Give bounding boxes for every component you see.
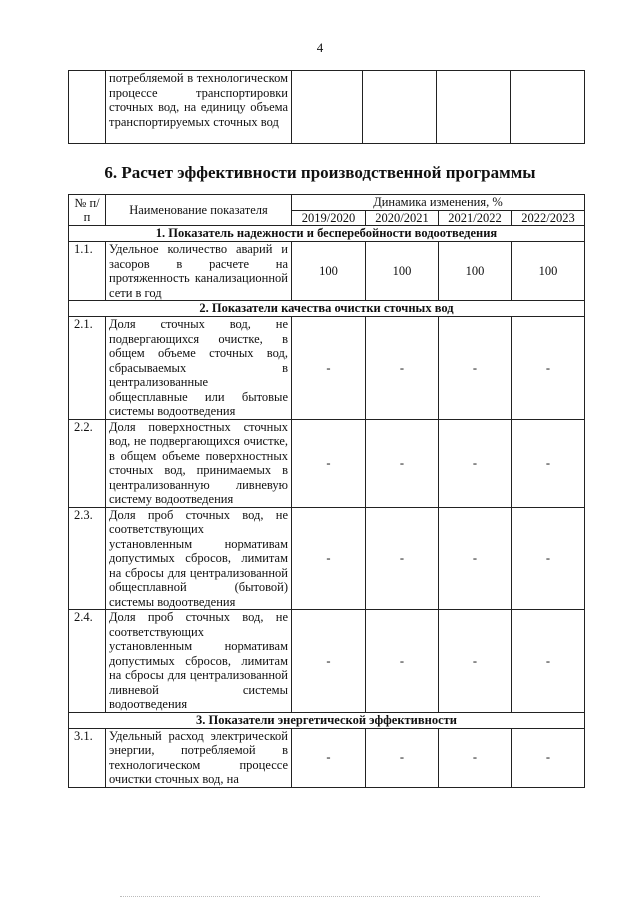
- row-value: -: [439, 507, 512, 610]
- header-num: № п/п: [69, 195, 106, 226]
- table-row: [69, 728, 585, 787]
- continued-row: [69, 71, 585, 144]
- row-num: 2.1.: [69, 317, 106, 420]
- continued-row-description: потребляемой в технологическом процессе транспортировки сточных вод, на единицу объема транспортируемых сточных вод: [106, 71, 292, 144]
- efficiency-table: [68, 194, 585, 788]
- row-name: Доля проб сточных вод, не соответствующих установленным нормативам допустимых сбросов, лимитам на сбросы для централизованной общесплавной (бытовой) системы водоотведения: [106, 507, 292, 610]
- row-name: Удельное количество аварий и засоров в расчете на протяженность канализационной сети в год: [106, 242, 292, 301]
- header-year: 2021/2022: [439, 210, 512, 226]
- group-row: [69, 226, 585, 242]
- row-value: -: [292, 419, 366, 507]
- row-value: -: [439, 610, 512, 713]
- group-title: 3. Показатели энергетической эффективности: [69, 712, 585, 728]
- group-title: 2. Показатели качества очистки сточных вод: [69, 301, 585, 317]
- continued-row-cell: [511, 71, 585, 144]
- row-value: 100: [366, 242, 439, 301]
- group-row: [69, 712, 585, 728]
- footer-line: [120, 896, 540, 898]
- table-row: [69, 419, 585, 507]
- continued-table: [68, 70, 585, 144]
- row-value: -: [366, 610, 439, 713]
- header-year: 2019/2020: [292, 210, 366, 226]
- continued-row-cell: [363, 71, 437, 144]
- continued-row-num: [69, 71, 106, 144]
- row-num: 2.4.: [69, 610, 106, 713]
- row-value: -: [512, 507, 585, 610]
- header-year: 2020/2021: [366, 210, 439, 226]
- continued-row-cell: [437, 71, 511, 144]
- group-title: 1. Показатель надежности и бесперебойности водоотведения: [69, 226, 585, 242]
- table-row: [69, 317, 585, 420]
- row-value: -: [366, 419, 439, 507]
- row-value: -: [292, 610, 366, 713]
- table-row: [69, 610, 585, 713]
- header-year: 2022/2023: [512, 210, 585, 226]
- row-value: -: [439, 419, 512, 507]
- section-title: 6. Расчет эффективности производственной программы: [104, 163, 536, 182]
- row-value: -: [512, 728, 585, 787]
- row-value: 100: [292, 242, 366, 301]
- row-value: -: [512, 419, 585, 507]
- header-name: Наименование показателя: [106, 195, 292, 226]
- header-dynamics: Динамика изменения, %: [292, 195, 585, 211]
- row-value: -: [512, 610, 585, 713]
- row-value: -: [292, 317, 366, 420]
- row-value: -: [366, 317, 439, 420]
- row-num: 2.2.: [69, 419, 106, 507]
- row-value: -: [292, 507, 366, 610]
- row-num: 3.1.: [69, 728, 106, 787]
- row-value: -: [292, 728, 366, 787]
- row-name: Удельный расход электрической энергии, потребляемой в технологическом процессе очистки сточных вод, на: [106, 728, 292, 787]
- table-row: [69, 507, 585, 610]
- row-name: Доля проб сточных вод, не соответствующих установленным нормативам допустимых сбросов, лимитам на сбросы для централизованной ливневой системы водоотведения: [106, 610, 292, 713]
- row-value: -: [366, 507, 439, 610]
- table-row: [69, 242, 585, 301]
- group-row: [69, 301, 585, 317]
- row-value: 100: [439, 242, 512, 301]
- row-value: -: [439, 728, 512, 787]
- row-value: -: [366, 728, 439, 787]
- continued-row-cell: [292, 71, 363, 144]
- row-value: 100: [512, 242, 585, 301]
- row-num: 1.1.: [69, 242, 106, 301]
- row-value: -: [439, 317, 512, 420]
- row-num: 2.3.: [69, 507, 106, 610]
- row-name: Доля поверхностных сточных вод, не подвергающихся очистке, в общем объеме поверхностных сточных вод, принимаемых в централизованную ливневую систему водоотведения: [106, 419, 292, 507]
- row-name: Доля сточных вод, не подвергающихся очистке, в общем объеме сточных вод, сбрасываемых в централизованные общесплавные или бытовые системы водоотведения: [106, 317, 292, 420]
- page-number: 4: [316, 40, 324, 55]
- row-value: -: [512, 317, 585, 420]
